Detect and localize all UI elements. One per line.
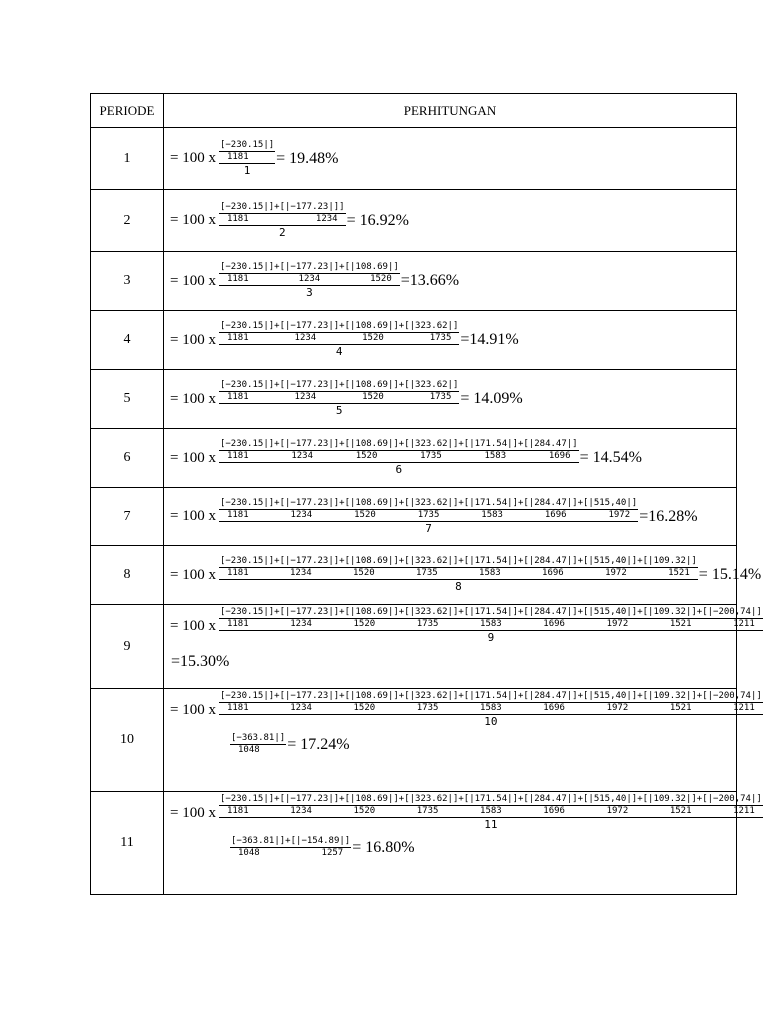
denominator-value: 1696 xyxy=(548,451,571,461)
denominator-value: 1234 xyxy=(291,451,314,461)
periode-cell: 5 xyxy=(91,370,164,429)
denominator-value: 1696 xyxy=(544,509,567,520)
perhitungan-cell xyxy=(164,488,737,546)
fraction-denominators xyxy=(230,745,286,756)
divisor-value: 8 xyxy=(455,580,462,593)
denominator-value: 1972 xyxy=(608,509,631,520)
perhitungan-table xyxy=(90,93,762,895)
fraction-denominators xyxy=(219,333,459,344)
fraction xyxy=(219,262,400,300)
denominator-value: 1696 xyxy=(543,806,565,816)
formula xyxy=(170,380,523,418)
denominator-value: 1234 xyxy=(290,509,313,520)
perhitungan-cell xyxy=(164,792,762,895)
denominator-value: 1521 xyxy=(668,568,690,578)
denominator-value: 1520 xyxy=(353,703,376,713)
denominator-value: 1257 xyxy=(321,848,344,858)
denominator-value: 1181 xyxy=(226,568,249,578)
denominator-value: 1735 xyxy=(416,568,438,578)
table-row xyxy=(91,128,737,190)
periode-cell: 2 xyxy=(91,190,164,252)
formula xyxy=(170,321,519,359)
formula-main-line xyxy=(170,556,761,594)
fraction-denominators xyxy=(219,392,459,403)
denominator-value: 1583 xyxy=(481,509,503,520)
formula-prefix: = 100 x xyxy=(170,508,216,524)
formula-prefix: = 100 x xyxy=(170,272,216,289)
formula-prefix: = 100 x xyxy=(170,212,216,228)
divisor-value: 1 xyxy=(243,163,251,177)
fraction xyxy=(219,380,459,418)
table-row xyxy=(91,190,737,252)
denominator-value: 1211 xyxy=(733,806,755,816)
fraction-denominators xyxy=(219,510,638,521)
fraction-numerator: [−230.15|]+[|−177.23|]+[|108.69|]+[|323.62|] xyxy=(219,380,459,390)
result-value: = 15.14% xyxy=(698,566,762,583)
fraction-denominators xyxy=(219,619,763,630)
formula-main-line xyxy=(170,691,763,729)
fraction xyxy=(219,140,275,178)
perhitungan-cell xyxy=(164,128,737,190)
fraction-denominators xyxy=(219,568,698,579)
denominator-value: 1234 xyxy=(290,619,312,629)
fraction xyxy=(219,691,763,729)
formula-main-line xyxy=(170,202,409,240)
denominator-value: 1520 xyxy=(370,274,392,284)
fraction-numerator: [−230.15|]+[|−177.23|]+[|108.69|]+[|323.62|]+[|171.54|]+[|284.47|]+[|515,40|]+[|109.32|] xyxy=(219,556,697,566)
fraction-denominators xyxy=(219,703,763,714)
table-row xyxy=(91,429,737,488)
formula-main-line xyxy=(170,607,763,645)
fraction-numerator: [−230.15|] xyxy=(219,139,275,150)
result-value: =13.66% xyxy=(400,272,460,289)
divisor-value: 9 xyxy=(487,631,495,644)
denominator-value: 1181 xyxy=(226,213,249,224)
fraction xyxy=(219,498,638,536)
formula xyxy=(170,202,409,240)
perhitungan-cell xyxy=(164,190,737,252)
formula xyxy=(170,794,763,859)
denominator-value: 1583 xyxy=(484,451,507,461)
denominator-value: 1211 xyxy=(733,619,755,629)
formula-main-line xyxy=(170,794,763,832)
fraction-numerator: [−230.15|]+[|−177.23|]] xyxy=(219,201,345,212)
fraction-numerator: [−230.15|]+[|−177.23|]+[|108.69|]+[|323.62|]+[|171.54|]+[|284.47|]+[|515,40|] xyxy=(219,497,638,508)
fraction-numerator: [−230.15|]+[|−177.23|]+[|108.69|]+[|323.62|]+[|171.54|]+[|284.47|]+[|515,40|]+[|109.32|]+[|−200,74|] xyxy=(219,691,762,701)
denominator-value: 1211 xyxy=(733,703,755,713)
table-row xyxy=(91,546,737,605)
formula xyxy=(170,262,459,300)
denominator-value: 1735 xyxy=(417,509,440,520)
periode-cell: 11 xyxy=(91,792,164,895)
fraction-numerator: [−230.15|]+[|−177.23|]+[|108.69|]+[|323.62|]+[|171.54|]+[|284.47|]+[|515,40|]+[|109.32|]+[|−200,74|] xyxy=(219,794,762,804)
fraction xyxy=(219,202,346,240)
denominator-value: 1048 xyxy=(238,848,260,858)
fraction xyxy=(219,321,459,359)
denominator-value: 1735 xyxy=(429,333,452,343)
result-value: = 14.54% xyxy=(579,449,642,466)
denominator-value: 1234 xyxy=(315,213,338,224)
denominator-value: 1181 xyxy=(226,333,249,343)
denominator-value: 1234 xyxy=(290,703,312,713)
formula-main-line xyxy=(170,262,459,300)
periode-cell: 8 xyxy=(91,546,164,605)
result-value: = 19.48% xyxy=(276,149,339,167)
divisor-value: 4 xyxy=(335,345,343,358)
fraction-denominators xyxy=(230,848,351,859)
denominator-value: 1234 xyxy=(294,333,317,343)
formula-main-line xyxy=(170,498,698,536)
fraction-numerator: [−230.15|]+[|−177.23|]+[|108.69|]+[|323.62|]+[|171.54|]+[|284.47|] xyxy=(219,439,578,449)
denominator-value: 1520 xyxy=(353,568,375,578)
formula xyxy=(170,691,763,756)
fraction xyxy=(219,794,763,832)
denominator-value: 1048 xyxy=(238,745,260,755)
denominator-value: 1972 xyxy=(606,619,629,629)
table-row xyxy=(91,488,737,546)
denominator-value: 1520 xyxy=(353,806,376,816)
perhitungan-cell xyxy=(164,605,762,689)
table-body xyxy=(91,128,762,895)
table-row xyxy=(91,689,737,792)
fraction xyxy=(219,556,698,594)
formula xyxy=(170,556,761,594)
denominator-value: 1520 xyxy=(362,333,384,343)
formula-prefix: = 100 x xyxy=(170,150,216,166)
denominator-value: 1583 xyxy=(479,568,501,578)
table-row xyxy=(91,370,737,429)
result-value: =15.30% xyxy=(171,653,230,670)
divisor-value: 3 xyxy=(306,286,313,299)
denominator-value: 1583 xyxy=(480,806,502,816)
denominator-value: 1696 xyxy=(543,619,565,629)
formula-prefix: = 100 x xyxy=(170,331,216,348)
formula-main-line xyxy=(170,140,339,178)
denominator-value: 1181 xyxy=(226,151,249,162)
denominator-value: 1181 xyxy=(226,509,249,520)
result-value: =16.28% xyxy=(639,507,698,525)
fraction-denominators xyxy=(219,806,763,817)
formula-main-line xyxy=(170,439,642,477)
divisor-value: 10 xyxy=(484,715,498,728)
formula-continuation xyxy=(230,836,415,859)
denominator-value: 1735 xyxy=(429,392,452,402)
denominator-value: 1521 xyxy=(669,703,692,713)
perhitungan-cell xyxy=(164,429,737,488)
denominator-value: 1234 xyxy=(289,568,312,578)
periode-cell: 3 xyxy=(91,252,164,311)
fraction-denominators xyxy=(219,152,275,163)
denominator-value: 1520 xyxy=(354,509,376,520)
formula-continuation xyxy=(170,653,229,671)
fraction xyxy=(230,836,351,859)
fraction-denominators xyxy=(219,214,346,225)
denominator-value: 1181 xyxy=(226,392,249,402)
fraction-numerator: [−230.15|]+[|−177.23|]+[|108.69|] xyxy=(219,262,399,272)
denominator-value: 1181 xyxy=(226,703,249,713)
fraction-numerator: [−230.15|]+[|−177.23|]+[|108.69|]+[|323.62|]+[|171.54|]+[|284.47|]+[|515,40|]+[|109.32|]+[|−200,74|] xyxy=(219,607,762,617)
denominator-value: 1521 xyxy=(669,806,692,816)
fraction-numerator: [−363.81|]+[|−154.89|] xyxy=(231,836,351,846)
perhitungan-cell xyxy=(164,370,737,429)
divisor-value: 11 xyxy=(484,818,498,831)
divisor-value: 6 xyxy=(395,463,403,476)
denominator-value: 1234 xyxy=(290,806,312,816)
fraction xyxy=(219,439,579,477)
perhitungan-cell xyxy=(164,546,762,605)
table-row xyxy=(91,252,737,311)
denominator-value: 1520 xyxy=(362,392,384,402)
divisor-value: 2 xyxy=(278,225,286,239)
periode-cell: 1 xyxy=(91,128,164,190)
formula-prefix: = 100 x xyxy=(170,804,216,821)
result-value: = 17.24% xyxy=(287,735,350,753)
formula xyxy=(170,140,339,178)
denominator-value: 1181 xyxy=(226,274,249,284)
denominator-value: 1234 xyxy=(298,274,321,284)
fraction-numerator: [−230.15|]+[|−177.23|]+[|108.69|]+[|323.62|] xyxy=(219,321,459,331)
periode-cell: 7 xyxy=(91,488,164,546)
periode-cell: 6 xyxy=(91,429,164,488)
denominator-value: 1583 xyxy=(480,703,502,713)
result-value: =14.91% xyxy=(460,331,519,348)
denominator-value: 1520 xyxy=(355,451,378,461)
table-row xyxy=(91,311,737,370)
perhitungan-cell xyxy=(164,252,737,311)
table-header-row xyxy=(91,94,737,128)
fraction-denominators xyxy=(219,451,579,462)
denominator-value: 1972 xyxy=(605,568,627,578)
formula-main-line xyxy=(170,321,519,359)
header-periode: PERIODE xyxy=(91,94,164,128)
result-value: = 16.80% xyxy=(352,838,415,856)
table-row xyxy=(91,605,737,689)
fraction xyxy=(219,607,763,645)
fraction xyxy=(230,733,286,756)
header-perhitungan: PERHITUNGAN xyxy=(164,94,737,128)
formula-continuation xyxy=(230,733,350,756)
denominator-value: 1521 xyxy=(669,619,692,629)
perhitungan-cell xyxy=(164,311,737,370)
denominator-value: 1972 xyxy=(606,806,629,816)
periode-cell: 9 xyxy=(91,605,164,689)
table-row xyxy=(91,792,737,895)
denominator-value: 1181 xyxy=(226,451,249,461)
denominator-value: 1696 xyxy=(543,703,565,713)
formula-prefix: = 100 x xyxy=(170,449,216,466)
formula-prefix: = 100 x xyxy=(170,617,216,634)
fraction-denominators xyxy=(219,274,400,285)
formula xyxy=(170,498,698,536)
periode-cell: 4 xyxy=(91,311,164,370)
denominator-value: 1696 xyxy=(542,568,564,578)
divisor-value: 7 xyxy=(425,521,432,535)
denominator-value: 1735 xyxy=(416,806,439,816)
denominator-value: 1520 xyxy=(353,619,376,629)
formula xyxy=(170,439,642,477)
result-value: = 14.09% xyxy=(460,390,523,407)
denominator-value: 1234 xyxy=(294,392,317,402)
denominator-value: 1735 xyxy=(420,451,442,461)
formula xyxy=(170,607,763,671)
formula-prefix: = 100 x xyxy=(170,390,216,407)
denominator-value: 1735 xyxy=(416,703,439,713)
formula-main-line xyxy=(170,380,523,418)
formula-prefix: = 100 x xyxy=(170,701,216,718)
periode-cell: 10 xyxy=(91,689,164,792)
denominator-value: 1181 xyxy=(226,806,249,816)
denominator-value: 1583 xyxy=(480,619,502,629)
fraction-numerator: [−363.81|] xyxy=(231,733,286,743)
divisor-value: 5 xyxy=(335,404,343,417)
formula-prefix: = 100 x xyxy=(170,566,216,583)
perhitungan-cell xyxy=(164,689,762,792)
denominator-value: 1181 xyxy=(226,619,249,629)
result-value: = 16.92% xyxy=(346,211,409,229)
denominator-value: 1972 xyxy=(606,703,629,713)
denominator-value: 1735 xyxy=(416,619,439,629)
